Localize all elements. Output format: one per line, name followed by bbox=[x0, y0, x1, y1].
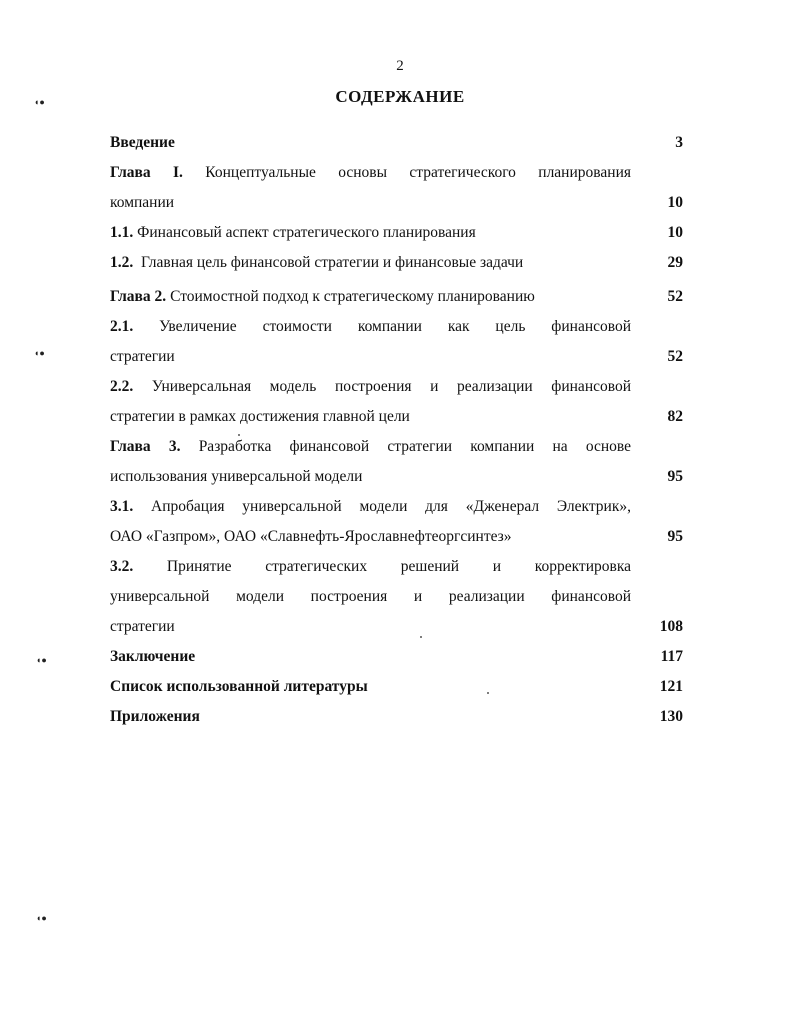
toc-entry-title: Заключение bbox=[110, 648, 196, 665]
toc-entry-page: 95 bbox=[667, 468, 683, 485]
toc-entry-number: 3.1. bbox=[110, 498, 134, 515]
page-number: 2 bbox=[396, 58, 404, 74]
toc-entry-title-continuation: компании bbox=[110, 194, 175, 211]
toc-entry-title: Финансовый аспект стратегического планирования bbox=[137, 224, 476, 241]
scan-speck bbox=[487, 692, 489, 694]
toc-entry-title-continuation: использования универсальной модели bbox=[110, 468, 363, 485]
toc-entry-3-1 bbox=[110, 492, 683, 552]
toc-entry-conclusion bbox=[110, 642, 683, 672]
toc-entry-title: Универсальная модель построения и реализации финансовой bbox=[151, 378, 631, 395]
toc-entry-chapter-3 bbox=[110, 432, 683, 492]
toc-entry-page: 121 bbox=[659, 678, 683, 695]
page-title: СОДЕРЖАНИЕ bbox=[335, 87, 465, 106]
scan-speck bbox=[238, 434, 240, 436]
toc-entry-page: 10 bbox=[667, 194, 683, 211]
toc-entry-page: 130 bbox=[659, 708, 683, 725]
toc-entry-title: Список использованной литературы bbox=[110, 678, 368, 695]
toc-entry-number: 2.1. bbox=[110, 318, 134, 335]
binding-hole-mark: ◖● bbox=[34, 97, 45, 107]
toc-entry-title-continuation: стратегии bbox=[110, 618, 175, 635]
toc-entry-number: 2.2. bbox=[110, 378, 134, 395]
toc-entry-title: Принятие стратегических решений и корректировка bbox=[166, 558, 631, 575]
toc-entry-number: 1.2. bbox=[110, 254, 134, 271]
toc-entry-page: 52 bbox=[667, 288, 683, 305]
toc-entry-number: 1.1. bbox=[110, 224, 134, 241]
toc-entry-1-2 bbox=[110, 248, 683, 278]
toc-entry-page: 95 bbox=[667, 528, 683, 545]
toc-entry-number: 3.2. bbox=[110, 558, 134, 575]
toc-entry-page: 10 bbox=[667, 224, 683, 241]
scan-speck bbox=[420, 636, 422, 638]
toc-entry-title: Главная цель финансовой стратегии и финансовые задачи bbox=[141, 254, 524, 271]
toc-entry-introduction bbox=[110, 128, 683, 158]
toc-entry-title-continuation: стратегии в рамках достижения главной цели bbox=[110, 408, 410, 425]
toc-entry-title: Концептуальные основы стратегического планирования bbox=[205, 164, 631, 181]
table-of-contents bbox=[110, 128, 683, 732]
toc-entry-title: Стоимостной подход к стратегическому планированию bbox=[170, 288, 535, 305]
toc-entry-title-continuation: универсальной модели построения и реализации финансовой bbox=[110, 588, 631, 605]
toc-entry-page: 117 bbox=[660, 648, 683, 665]
toc-entry-page: 108 bbox=[659, 618, 683, 635]
toc-entry-2-2 bbox=[110, 372, 683, 432]
binding-hole-mark: ◖● bbox=[36, 913, 47, 923]
toc-entry-number: Глава I. bbox=[110, 164, 183, 181]
toc-entry-title: Приложения bbox=[110, 708, 200, 725]
toc-entry-title: Введение bbox=[110, 134, 175, 151]
binding-hole-mark: ◖● bbox=[34, 348, 45, 358]
toc-entry-1-1 bbox=[110, 218, 683, 248]
binding-hole-mark: ◖● bbox=[36, 655, 47, 665]
toc-entry-chapter-1 bbox=[110, 158, 683, 218]
toc-entry-page: 82 bbox=[667, 408, 683, 425]
toc-entry-title-continuation: стратегии bbox=[110, 348, 175, 365]
toc-entry-number: Глава 3. bbox=[110, 438, 181, 455]
toc-entry-title: Увеличение стоимости компании как цель финансовой bbox=[159, 318, 632, 335]
toc-entry-references bbox=[110, 672, 683, 702]
toc-entry-appendices bbox=[110, 702, 683, 732]
toc-entry-number: Глава 2. bbox=[110, 288, 167, 305]
toc-entry-page: 3 bbox=[675, 134, 683, 151]
toc-entry-page: 29 bbox=[667, 254, 683, 271]
toc-entry-title: Разработка финансовой стратегии компании на основе bbox=[198, 438, 632, 455]
toc-entry-3-2 bbox=[110, 552, 683, 642]
toc-entry-chapter-2 bbox=[110, 282, 683, 312]
toc-entry-title: Апробация универсальной модели для «Дженерал Электрик», bbox=[151, 498, 631, 515]
toc-entry-title-continuation: ОАО «Газпром», ОАО «Славнефть-Ярославнефтеоргсинтез» bbox=[110, 528, 512, 545]
toc-entry-2-1 bbox=[110, 312, 683, 372]
toc-entry-page: 52 bbox=[667, 348, 683, 365]
